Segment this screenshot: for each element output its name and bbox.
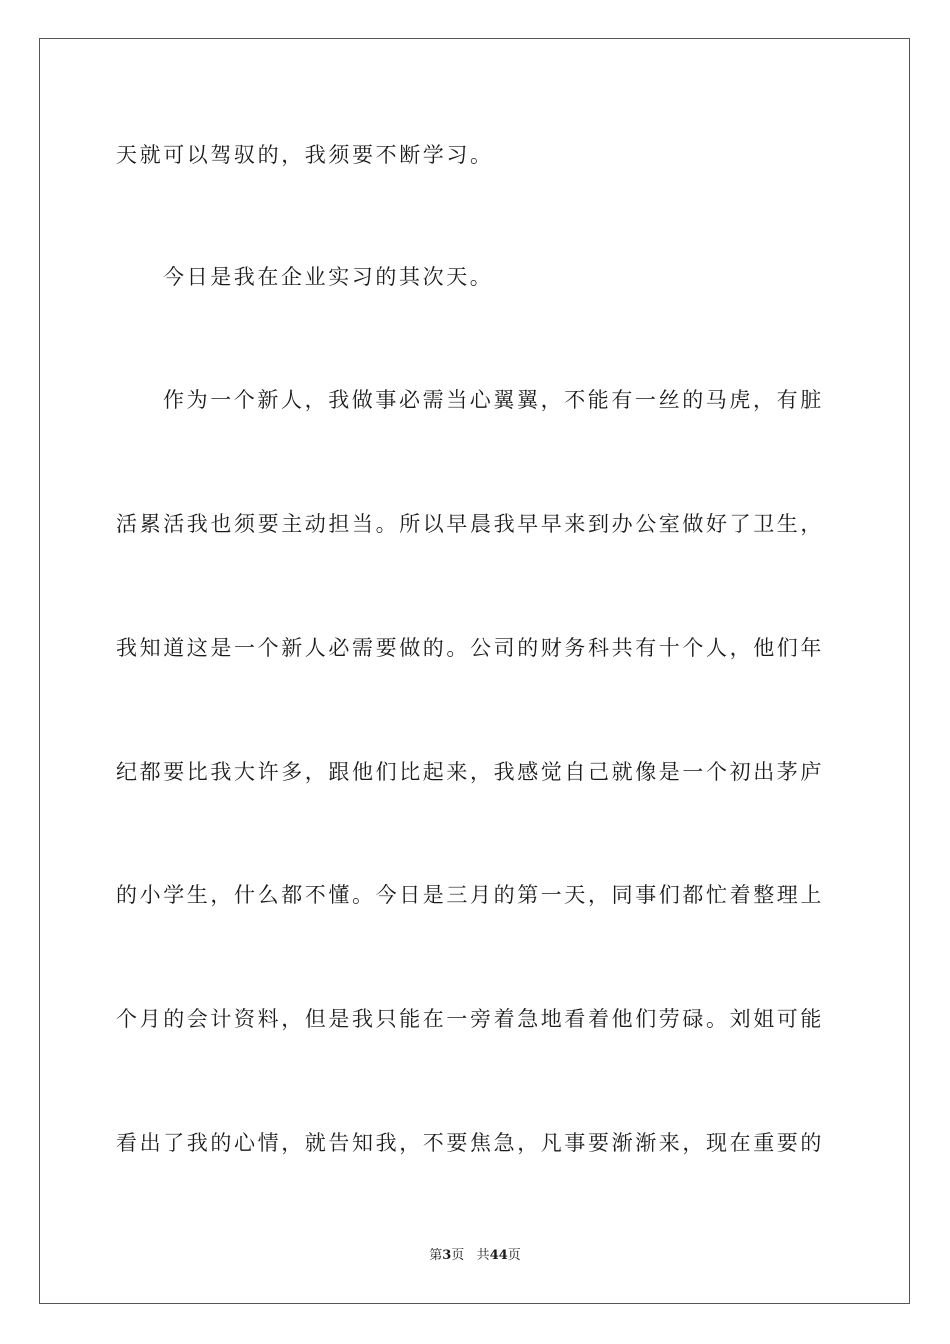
body-text-line: 天就可以驾驭的，我须要不断学习。 [116, 143, 494, 167]
body-text-line: 我知道这是一个新人必需要做的。公司的财务科共有十个人，他们年 [116, 636, 824, 660]
page-suffix: 页 [451, 1248, 465, 1263]
page-footer [0, 1247, 950, 1265]
body-text-line: 的小学生，什么都不懂。今日是三月的第一天，同事们都忙着整理上 [116, 883, 824, 907]
body-text-line: 个月的会计资料，但是我只能在一旁着急地看着他们劳碌。刘姐可能 [116, 1007, 824, 1031]
total-prefix: 共 [476, 1248, 490, 1263]
paragraph-start-line: 今日是我在企业实习的其次天。 [163, 265, 494, 289]
page-prefix: 第 [429, 1248, 443, 1263]
body-text-line: 活累活我也须要主动担当。所以早晨我早早来到办公室做好了卫生， [116, 512, 824, 536]
total-suffix: 页 [507, 1248, 521, 1263]
page-number: 3 [442, 1248, 452, 1263]
total-pages: 44 [489, 1248, 508, 1263]
body-text-line: 纪都要比我大许多，跟他们比起来，我感觉自己就像是一个初出茅庐 [116, 760, 824, 784]
paragraph-start-line: 作为一个新人，我做事必需当心翼翼，不能有一丝的马虎，有脏 [163, 388, 824, 412]
page-border [39, 38, 910, 1304]
body-text-line: 看出了我的心情，就告知我，不要焦急，凡事要渐渐来，现在重要的 [116, 1131, 824, 1155]
